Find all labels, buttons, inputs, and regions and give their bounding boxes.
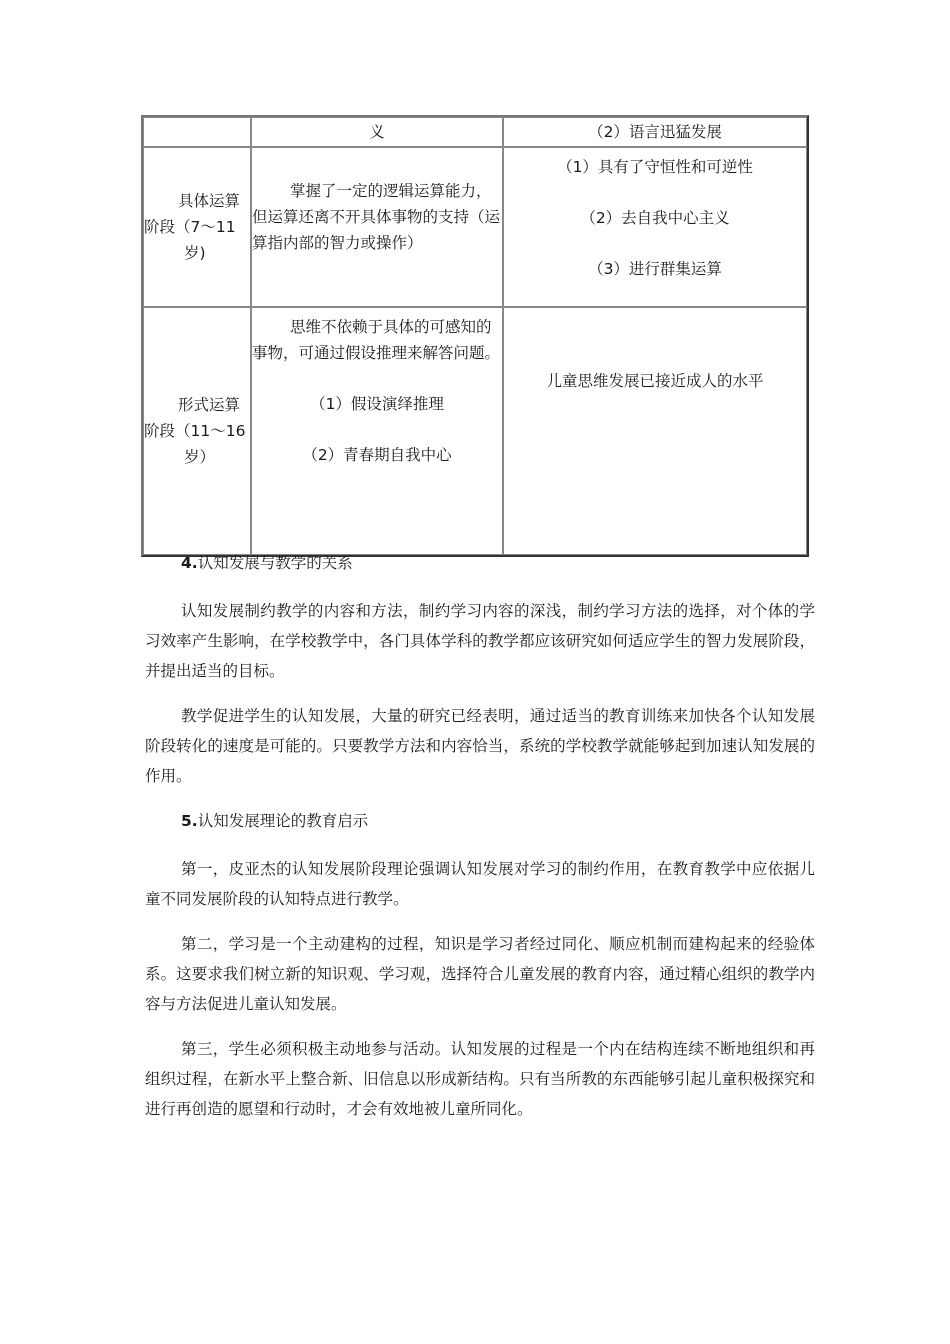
description-text: 掌握了一定的逻辑运算能力，但运算还离不开具体事物的支持（运算指内部的智力或操作） — [252, 182, 501, 252]
feature-item: （3）进行群集运算 — [588, 260, 722, 278]
section-heading — [145, 806, 815, 836]
cognitive-stages-table — [141, 115, 809, 557]
section-heading — [145, 548, 815, 578]
table-row — [143, 117, 807, 147]
paragraph: 第二，学习是一个主动建构的过程，知识是学习者经过同化、顺应机制而建构起来的经验体系。这要求我们树立新的知识观、学习观，选择符合儿童发展的教育内容，通过精心组织的教学内容与方法促进儿童认知发展。 — [145, 935, 815, 1013]
paragraph: 教学促进学生的认知发展，大量的研究已经表明，通过适当的教育训练来加快各个认知发展阶段转化的速度是可能的。只要教学方法和内容恰当，系统的学校教学就能够起到加速认知发展的作用。 — [145, 707, 815, 785]
stage-label: 岁) — [184, 244, 206, 262]
table-row — [143, 307, 807, 555]
table-row — [143, 147, 807, 307]
stage-label: 阶段（11～16 — [144, 422, 246, 440]
stage-cell — [143, 307, 251, 555]
stage-label: 具体运算 — [178, 192, 241, 210]
stage-label: 阶段（7～11 — [144, 218, 236, 236]
point-item: （2）青春期自我中心 — [302, 446, 452, 464]
description-cell — [251, 147, 503, 307]
paragraph: 认知发展制约教学的内容和方法，制约学习内容的深浅，制约学习方法的选择，对个体的学习效率产生影响，在学校教学中，各门具体学科的教学都应该研究如何适应学生的智力发展阶段，并提出适当的目标。 — [145, 602, 815, 680]
stage-cell — [143, 117, 251, 147]
section-number: 5. — [181, 812, 198, 830]
paragraph: 第一，皮亚杰的认知发展阶段理论强调认知发展对学习的制约作用，在教育教学中应依据儿童不同发展阶段的认知特点进行教学。 — [145, 860, 815, 908]
section-title: 认知发展理论的教育启示 — [197, 812, 369, 830]
feature-item: （2）去自我中心主义 — [580, 209, 730, 227]
feature-item: （1）具有了守恒性和可逆性 — [557, 158, 753, 176]
features-cell: 儿童思维发展已接近成人的水平 — [503, 307, 807, 555]
document-body — [145, 548, 815, 1139]
description-cell — [251, 307, 503, 555]
stage-cell — [143, 147, 251, 307]
stage-label: 形式运算 — [178, 396, 241, 414]
section-number: 4. — [181, 554, 198, 572]
features-cell — [503, 147, 807, 307]
paragraph: 第三，学生必须积极主动地参与活动。认知发展的过程是一个内在结构连续不断地组织和再组织过程，在新水平上整合新、旧信息以形成新结构。只有当所教的东西能够引起儿童积极探究和进行再创造的愿望和行动时，才会有效地被儿童所同化。 — [145, 1040, 815, 1118]
description-cell: 义 — [251, 117, 503, 147]
stage-label: 岁） — [184, 448, 216, 466]
point-item: （1）假设演绎推理 — [310, 395, 444, 413]
features-cell: （2）语言迅猛发展 — [503, 117, 807, 147]
description-text: 思维不依赖于具体的可感知的事物，可通过假设推理来解答问题。 — [252, 318, 501, 362]
section-title: 认知发展与教学的关系 — [197, 554, 353, 572]
